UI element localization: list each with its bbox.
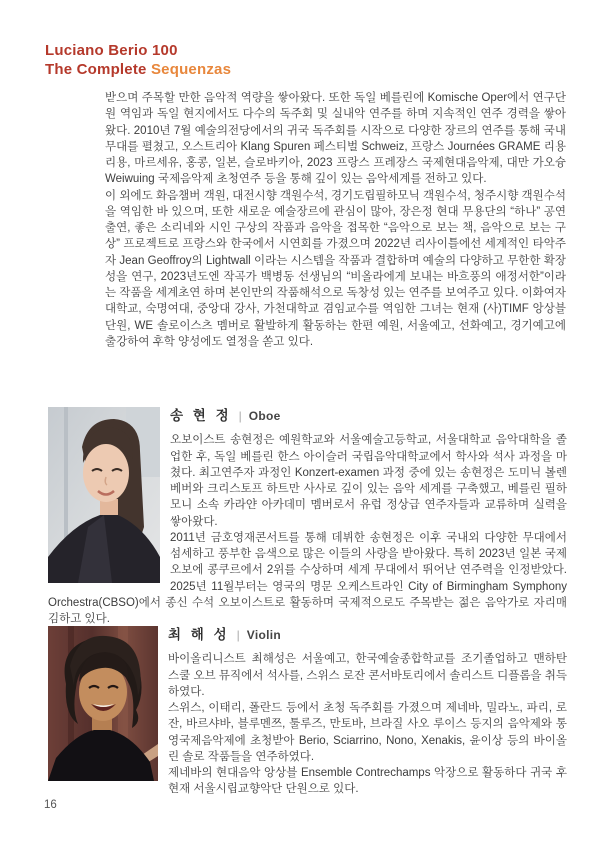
header-title-line2-dark: The Complete [45, 61, 147, 78]
intro-paragraph: 이 외에도 화음챔버 객원, 대전시향 객원수석, 경기도립필하모닉 객원수석, 청주시향 객원수석을 역임한 바 있으며, 또한 새로운 예술장르에 관심이 많아, 장은정 현대 무용단의 “하나” 공연 출연, 좋은 소리네와 시인 구상의 작품과 음악을 접목한 “음악으로 보는 책, 음악으로 보는 구상” 프로젝트로 프랑스와 한국에서 시연회를 가졌으며 2022년 리사이틀에선 세계적인 타악주자 Jean Geoffroy의 Lightwall 이라는 시스템을 작품과 결합하며 예술의 다양하고 무한한 확장성을 연구, 2023년도엔 작곡가 백병동 선생님의 “비올라에게 보내는 바흐풍의 애정서한”이라는 작품을 세계초연 하며 본인만의 작품해석으로 독창성 있는 연주를 보여주고 있다. 이화여자대학교, 숙명여대, 중앙대 강사, 가천대학교 겸임교수를 역임한 그녀는 현재 (사)TIMF 앙상블 단원, WE 솔로이스츠 멤버로 활발하게 활동하는 한편 예원, 서울예고, 선화예고, 경기예고에 출강하여 후학 양성에도 열정을 쏟고 있다. [105, 189, 566, 348]
heading-divider: | [238, 409, 242, 423]
intro-paragraph: 받으며 주목할 만한 음악적 역량을 쌓아왔다. 또한 독일 베를린에 Komische Oper에서 연구단원 역임과 독일 현지에서도 다수의 독주회 및 실내악 연주를 하며 지속적인 연주 경력을 쌓아왔다. 2010년 7월 예술의전당에서의 귀국 독주회를 시작으로 다양한 장르의 연주를 통해 국내 무대를 펼쳤고, 오스트리아 Klang Spuren 페스티벌 Schweiz, 프랑스 Journées GRAME 리용 리용, 마르세유, 홍콩, 일본, 슬로바키아, 2023 프랑스 프레장스 국제현대음악제, 대만 가오슝 Weiwuing 국제음악제 초청연주 등을 통해 깊이 있는 음악세계를 전하고 있다. [105, 92, 566, 186]
page-header [45, 41, 231, 79]
profile-paragraph: 바이올리니스트 최해성은 서울예고, 한국예술종합학교를 조기졸업하고 맨하탄 스쿨 오브 뮤직에서 석사를, 스위스 로잔 콘서바토리에서 솔리스트 디플롬을 취득하였다. [168, 653, 567, 698]
intro-biography-text [105, 90, 566, 350]
profile-photo-oboist [48, 407, 160, 583]
profile-paragraph: 제네바의 현대음악 앙상블 Ensemble Contrechamps 악장으로 활동하다 귀국 후 현재 서울시립교향악단 단원으로 있다. [168, 767, 567, 796]
profile-section-violin [48, 623, 567, 798]
performer-name: 송 현 정 [170, 408, 232, 423]
profile-section-oboe [48, 404, 567, 627]
profile-photo-violinist [48, 626, 158, 781]
performer-instrument: Oboe [248, 409, 281, 423]
heading-divider: | [236, 628, 240, 642]
header-title-line2-accent: Sequenzas [150, 61, 232, 78]
page-number: 16 [44, 799, 57, 811]
performer-instrument: Violin [246, 628, 281, 642]
profile-paragraph: 2011년 금호영재콘서트를 통해 데뷔한 송현정은 이후 국내외 다양한 무대에서 섬세하고 풍부한 음색으로 많은 이들의 사랑을 받아왔다. 특히 2023년 일본 국제 오보에 콩쿠르에서 2위를 수상하며 세계 무대에서 뛰어난 연주력을 인정받았다. 2025년 11월부터는 영국의 명문 오케스트라인 City of Birmingham Symphony Orchestra(CBSO)에서 종신 수석 오보이스트로 활동하며 국제적으로도 주목받는 젊은 음악가로 자리매김하고 있다. [48, 531, 567, 625]
profile-paragraph: 오보이스트 송현정은 예원학교와 서울예술고등학교, 서울대학교 음악대학을 졸업한 후, 독일 베를린 한스 아이슬러 국립음악대학교에서 학사와 석사 과정을 마쳤다. 최고연주자 과정인 Konzert-examen 과정 중에 있는 송현정은 도미닉 볼렌베버와 크리스토프 하트만 사사로 깊이 있는 음악 세계를 구축했고, 베를린 필하모니 소속 카라얀 아카데미 멤버로서 유럽 정상급 연주자들과 교류하며 실력을 쌓아왔다. [170, 434, 567, 528]
header-title-line1: Luciano Berio 100 [45, 42, 178, 59]
performer-name: 최 해 성 [168, 627, 230, 642]
header-title-line2 [45, 60, 231, 79]
profile-paragraph: 스위스, 이태리, 폴란드 등에서 초청 독주회를 가졌으며 제네바, 밀라노, 파리, 로잔, 바르샤바, 블루멘쯔, 툴루즈, 만토바, 브라질 사오 루이스 등지의 음악제와 통영국제음악제에 초청받아 Berio, Sciarrino, Nono, Xenakis, 윤이상 등의 바이올린 솔로 작품들을 연주하였다. [168, 702, 567, 763]
